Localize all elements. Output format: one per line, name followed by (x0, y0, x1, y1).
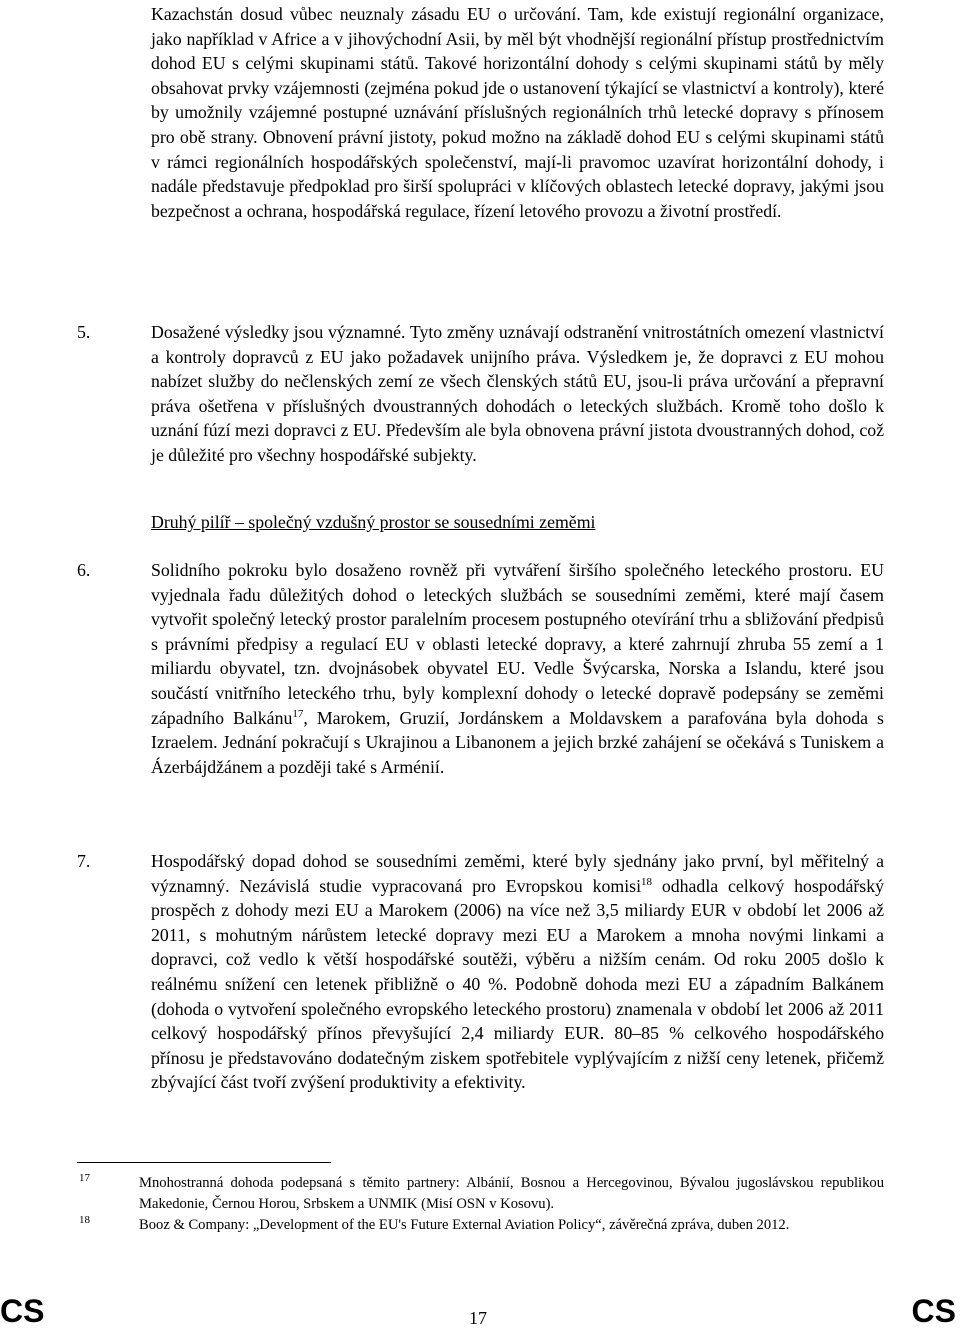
paragraph-6-number: 6. (77, 560, 91, 580)
section-heading: Druhý pilíř – společný vzdušný prostor se sousedními zeměmi (151, 512, 596, 532)
footnote-18-number: 18 (79, 1214, 90, 1226)
footnote-17-text: Mnohostranná dohoda podepsaná s těmito partnery: Albánií, Bosnou a Hercegovinou, Bývalou jugoslávskou republikou Makedonie, Černou Horou, Srbskem a UNMIK (Misí OSN v Kosovu). (139, 1175, 884, 1212)
paragraph-6-text-b: , Marokem, Gruzií, Jordánskem a Moldavskem a parafována byla dohoda s Izraelem. Jednání pokračují s Ukrajinou a Libanonem a jejich brzké zahájení se očekává s Tuniskem a Ázerbájdžánem a později také s Arménií. (151, 707, 884, 777)
paragraph-7-text-b: odhadla celkový hospodářský prospěch z dohody mezi EU a Marokem (2006) na více než 3,5 miliardy EUR v období let 2006 až 2011, s mohutným nárůstem letecké dopravy mezi EU a Marokem a mnoha novými linkami a dopravci, což vedlo k větší hospodářské soutěži, výběru a nižším cenám. Od roku 2005 došlo k reálnému snížení cen letenek přibližně o 40 %. Podobně dohoda mezi EU a západním Balkánem (dohoda o vytvoření společného evropského leteckého prostoru) znamenala v období let 2006 až 2011 celkový hospodářský přínos převyšující 2,4 miliardy EUR. 80–85 % celkového hospodářského přínosu je představováno dodatečným ziskem spotřebitele vyplývajícím z nižší ceny letenek, přičemž zbývající část tvoří zvýšení produktivity a efektivity. (151, 875, 884, 1093)
footnote-divider (77, 1162, 331, 1163)
paragraph-7 (151, 849, 884, 1095)
paragraph-intro-text: Kazachstán dosud vůbec neuznaly zásadu EU o určování. Tam, kde existují regionální organizace, jako například v Africe a v jihovýchodní Asii, by měl být vhodnější regionální přístup prostřednictvím dohod EU s celými skupinami států. Takové horizontální dohody s celými skupinami států by měly obsahovat prvky vzájemnosti (zejména pokud jde o ustanovení týkající se vlastnictví a kontroly), které by umožnily vzájemné postupné uznávání příslušných regionálních trhů letecké dopravy s přínosem pro obě strany. Obnovení právní jistoty, pokud možno na základě dohod EU s celými skupinami států v rámci regionálních hospodářských společenství, mají-li pravomoc uzavírat horizontální dohody, i nadále představuje předpoklad pro širší spolupráci v klíčových oblastech letecké dopravy, jakými jsou bezpečnost a ochrana, hospodářská regulace, řízení letového provozu a životní prostředí. (151, 4, 884, 221)
paragraph-6-text-a: Solidního pokroku bylo dosaženo rovněž při vytváření širšího společného leteckého prostoru. EU vyjednala řadu důležitých dohod o leteckých službách se sousedními zeměmi, které mají časem vytvořit společný letecký prostor paralelním procesem postupného otevírání trhu a sbližování předpisů s právními předpisy a regulací EU v oblasti letecké dopravy, a které zahrnují zhruba 55 zemí a 1 miliardu obyvatel, tzn. dvojnásobek obyvatel EU. Vedle Švýcarska, Norska a Islandu, které jsou součástí vnitřního leteckého trhu, byly komplexní dohody o letecké dopravě podepsány se zeměmi západního Balkánu (151, 560, 884, 728)
footer-language-right: CS (911, 1293, 956, 1329)
footnote-17-number: 17 (79, 1172, 90, 1184)
footnote-ref-18: 18 (641, 875, 653, 888)
paragraph-7-text-a: Hospodářský dopad dohod se sousedními zeměmi, které byly sjednány jako první, byl měřitelný a významný. Nezávislá studie vypracovaná pro Evropskou komisi (151, 851, 884, 896)
paragraph-7-number: 7. (77, 851, 91, 871)
paragraph-5-number: 5. (77, 322, 91, 342)
footnote-18-text: Booz & Company: „Development of the EU's Future External Aviation Policy“, závěrečná zpráva, duben 2012. (139, 1217, 790, 1233)
paragraph-5 (151, 320, 884, 468)
paragraph-intro (151, 2, 884, 223)
paragraph-6 (151, 558, 884, 779)
footer-language-left: CS (0, 1293, 45, 1329)
footnote-ref-17: 17 (292, 707, 304, 720)
paragraph-5-text: Dosažené výsledky jsou významné. Tyto změny uznávají odstranění vnitrostátních omezení vlastnictví a kontroly dopravců z EU jako požadavek unijního práva. Výsledkem je, že dopravci z EU mohou nabízet služby do nečlenských zemí ze všech členských států EU, jsou-li práva určování a přepravní práva ošetřena v příslušných dvoustranných dohodách o leteckých službách. Kromě toho došlo k uznání fúzí mezi dopravci z EU. Především ale byla obnovena právní jistota dvoustranných dohod, což je důležité pro všechny hospodářské subjekty. (151, 322, 884, 465)
page-number: 17 (469, 1308, 487, 1328)
